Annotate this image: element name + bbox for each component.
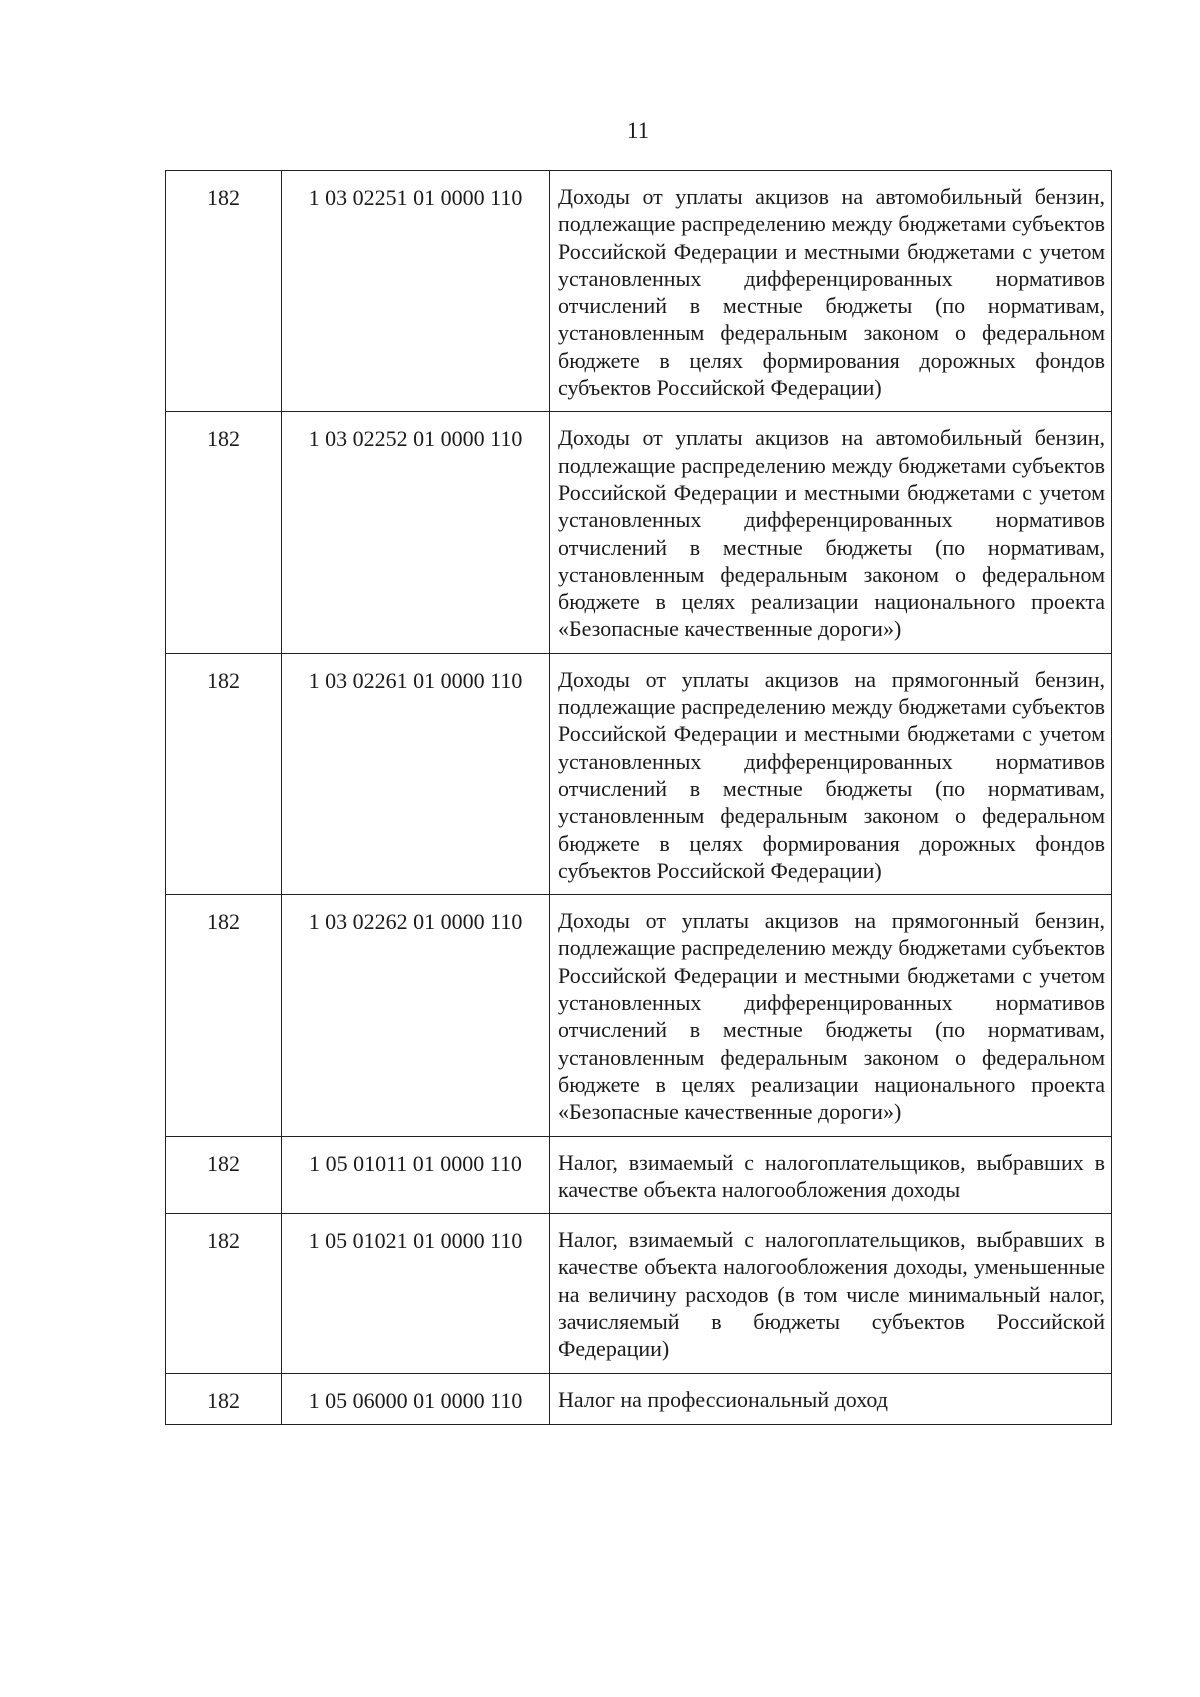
kbk-code-cell: 1 05 01011 01 0000 110 <box>282 1136 550 1214</box>
admin-code-cell: 182 <box>166 1214 282 1373</box>
revenue-name-cell: Доходы от уплаты акцизов на прямогонный бензин, подлежащие распределению между бюджетами субъектов Российской Федерации и местными бюджетами с учетом установленных дифференцированных нормативов отчислений в местные бюджеты (по нормативам, установленным федеральным законом о федеральном бюджете в целях формирования дорожных фондов субъектов Российской Федерации) <box>550 653 1112 894</box>
kbk-code-cell: 1 05 01021 01 0000 110 <box>282 1214 550 1373</box>
page-number: 11 <box>626 118 650 143</box>
table-row <box>166 895 1112 1136</box>
revenue-name-cell: Налог на профессиональный доход <box>550 1373 1112 1424</box>
table-row <box>166 1136 1112 1214</box>
table-row <box>166 412 1112 653</box>
revenue-name-cell: Налог, взимаемый с налогоплательщиков, выбравших в качестве объекта налогообложения доходы, уменьшенные на величину расходов (в том числе минимальный налог, зачисляемый в бюджеты субъектов Российской Федерации) <box>550 1214 1112 1373</box>
admin-code-cell: 182 <box>166 1373 282 1424</box>
table-row <box>166 653 1112 894</box>
revenue-name-cell: Доходы от уплаты акцизов на автомобильный бензин, подлежащие распределению между бюджетами субъектов Российской Федерации и местными бюджетами с учетом установленных дифференцированных нормативов отчислений в местные бюджеты (по нормативам, установленным федеральным законом о федеральном бюджете в целях формирования дорожных фондов субъектов Российской Федерации) <box>550 171 1112 412</box>
kbk-code-cell: 1 03 02261 01 0000 110 <box>282 653 550 894</box>
admin-code-cell: 182 <box>166 1136 282 1214</box>
revenue-name-cell: Доходы от уплаты акцизов на автомобильный бензин, подлежащие распределению между бюджетами субъектов Российской Федерации и местными бюджетами с учетом установленных дифференцированных нормативов отчислений в местные бюджеты (по нормативам, установленным федеральным законом о федеральном бюджете в целях реализации национального проекта «Безопасные качественные дороги») <box>550 412 1112 653</box>
admin-code-cell: 182 <box>166 653 282 894</box>
revenue-name-cell: Налог, взимаемый с налогоплательщиков, выбравших в качестве объекта налогообложения доходы <box>550 1136 1112 1214</box>
revenue-codes-table <box>165 170 1112 1425</box>
kbk-code-cell: 1 03 02252 01 0000 110 <box>282 412 550 653</box>
admin-code-cell: 182 <box>166 895 282 1136</box>
kbk-code-cell: 1 05 06000 01 0000 110 <box>282 1373 550 1424</box>
revenue-name-cell: Доходы от уплаты акцизов на прямогонный бензин, подлежащие распределению между бюджетами субъектов Российской Федерации и местными бюджетами с учетом установленных дифференцированных нормативов отчислений в местные бюджеты (по нормативам, установленным федеральным законом о федеральном бюджете в целях реализации национального проекта «Безопасные качественные дороги») <box>550 895 1112 1136</box>
table-row <box>166 171 1112 412</box>
kbk-code-cell: 1 03 02262 01 0000 110 <box>282 895 550 1136</box>
admin-code-cell: 182 <box>166 171 282 412</box>
kbk-code-cell: 1 03 02251 01 0000 110 <box>282 171 550 412</box>
table-row <box>166 1214 1112 1373</box>
admin-code-cell: 182 <box>166 412 282 653</box>
table-row <box>166 1373 1112 1424</box>
